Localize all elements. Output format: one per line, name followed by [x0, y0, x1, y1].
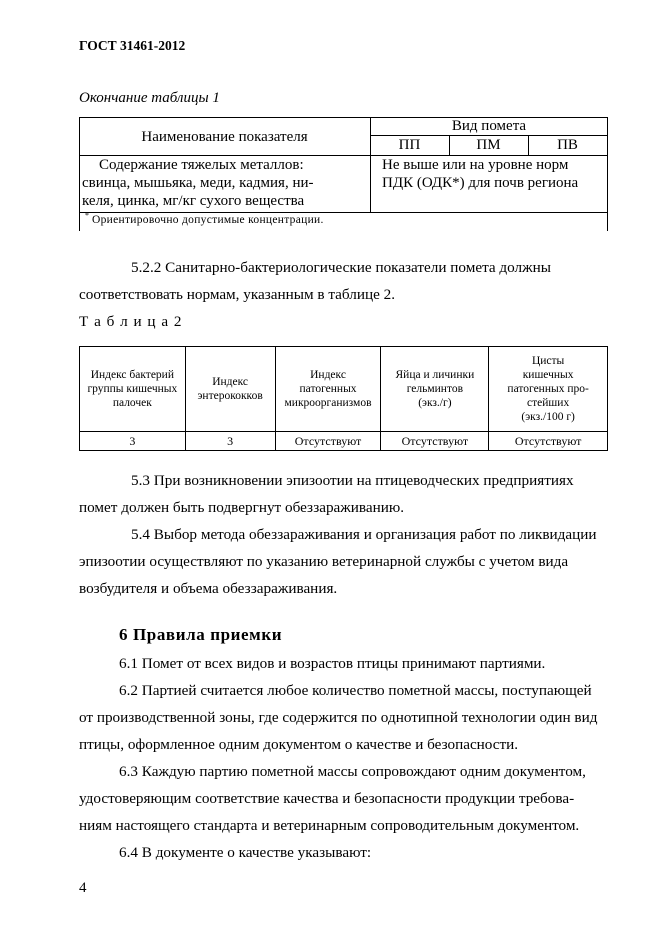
para-6-3-line2: удостоверяющим соответствие качества и безопасности продукции требова- [79, 790, 575, 807]
section-6-title: 6 Правила приемки [119, 625, 283, 644]
table2-caption: Т а б л и ц а 2 [79, 313, 183, 330]
t1-footnote-text: Ориентировочно допустимые концентрации. [92, 214, 324, 226]
page-number: 4 [79, 880, 87, 896]
t1-row-value-line2: ПДК (ОДК*) для почв региона [382, 175, 579, 191]
para-5-3-line1: 5.3 При возникновении эпизоотии на птицеводческих предприятиях [131, 472, 574, 489]
para-5-3-line2: помет должен быть подвергнут обеззараживанию. [79, 499, 405, 516]
para-6-2-line2: от производственной зоны, где содержится по однотипной технологии один вид [79, 709, 598, 726]
t1-row-name-line3: келя, цинка, мг/кг сухого вещества [82, 193, 305, 209]
para-6-1-line1: 6.1 Помет от всех видов и возрастов птицы принимают партиями. [119, 655, 546, 672]
t1-subheader-pv: ПВ [557, 137, 578, 153]
t1-name-header: Наименование показателя [141, 129, 308, 145]
para-5-4-line2: эпизоотии осуществляют по указанию ветеринарной службы с учетом вида [79, 553, 569, 570]
t1-row-name-line2: свинца, мышьяка, меди, кадмия, ни- [82, 175, 314, 191]
t2-value-cysts: Отсутствуют [489, 432, 608, 451]
t2-header-pathogens: Индекс патогенных микроорганизмов [275, 347, 381, 432]
table2 [79, 346, 608, 451]
para-5-2-2-line2: соответствовать нормам, указанным в таблице 2. [79, 286, 395, 303]
para-5-4-line1: 5.4 Выбор метода обеззараживания и организация работ по ликвидации [131, 526, 597, 543]
t1-subheader-pm: ПМ [476, 137, 501, 153]
para-6-2-line1: 6.2 Партией считается любое количество пометной массы, поступающей [119, 682, 592, 699]
t2-value-coliform: 3 [80, 432, 186, 451]
table1-caption: Окончание таблицы 1 [79, 90, 220, 106]
t2-header-cysts: Цисты кишечных патогенных про- стейших (экз./100 г) [489, 347, 608, 432]
t2-header-helminths: Яйца и личинки гельминтов (экз./г) [381, 347, 489, 432]
t1-group-header: Вид помета [451, 118, 527, 134]
t1-group-divider [370, 135, 608, 136]
table1 [79, 117, 608, 231]
t1-row-name-line1: Содержание тяжелых металлов: [99, 157, 304, 173]
t2-value-pathogens: Отсутствуют [275, 432, 381, 451]
para-6-2-line3: птицы, оформленное одним документом о качестве и безопасности. [79, 736, 519, 753]
para-5-4-line3: возбудителя и объема обеззараживания. [79, 580, 338, 597]
para-5-2-2-line1: 5.2.2 Санитарно-бактериологические показатели помета должны [131, 259, 551, 276]
table2-header-row [80, 347, 608, 432]
t1-subheader-pp: ПП [398, 137, 421, 153]
para-6-4-line1: 6.4 В документе о качестве указывают: [119, 844, 372, 861]
t1-row-bottom [79, 212, 608, 213]
document-header: ГОСТ 31461-2012 [79, 38, 186, 53]
t2-value-helminths: Отсутствуют [381, 432, 489, 451]
t1-footnote-mark: * [85, 211, 89, 220]
t2-value-enterococci: 3 [185, 432, 275, 451]
para-6-3-line1: 6.3 Каждую партию пометной массы сопровождают одним документом, [119, 763, 586, 780]
table2-values-row [80, 432, 608, 451]
t2-header-coliform: Индекс бактерий группы кишечных палочек [80, 347, 186, 432]
t1-row-value-line1: Не выше или на уровне норм [382, 157, 569, 173]
t2-header-enterococci: Индекс энтерококков [185, 347, 275, 432]
para-6-3-line3: ниям настоящего стандарта и ветеринарным сопроводительным документом. [79, 817, 580, 834]
